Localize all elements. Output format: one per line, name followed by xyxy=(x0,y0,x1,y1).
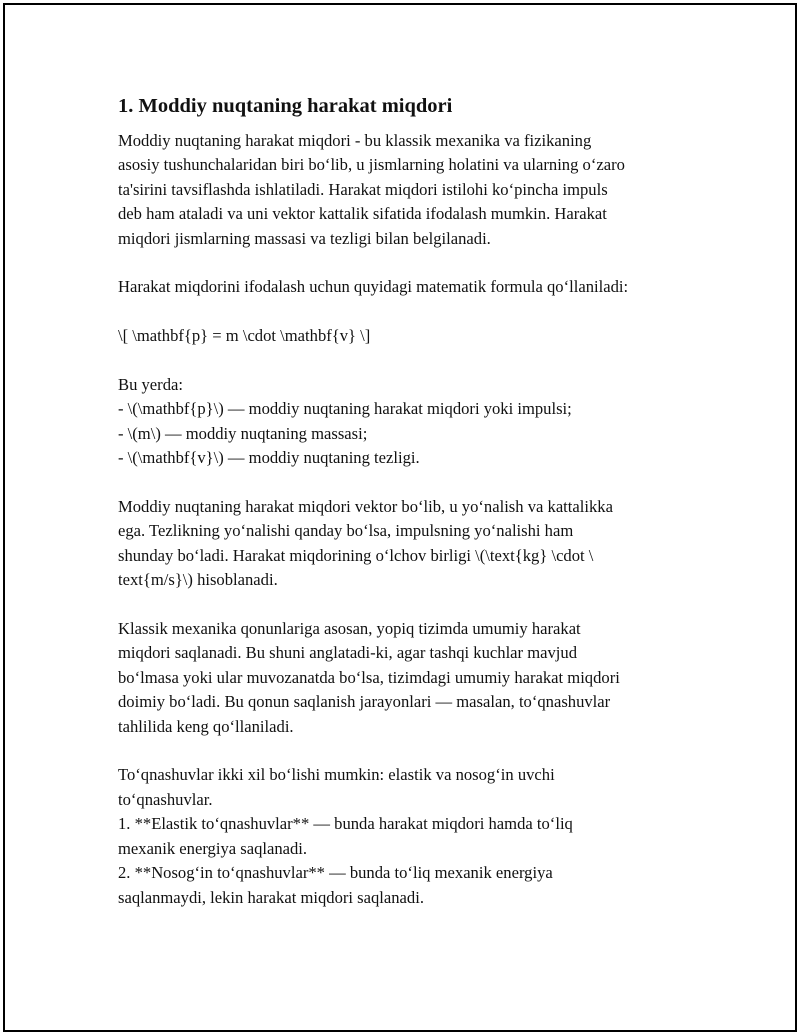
text-line: ega. Tezlikning yo‘nalishi qanday bo‘lsa, impulsning yo‘nalishi ham xyxy=(118,521,574,541)
text-line: deb ham ataladi va uni vektor kattalik sifatida ifodalash mumkin. Harakat xyxy=(118,204,607,224)
section-heading: 1. Moddiy nuqtaning harakat miqdori xyxy=(118,95,453,117)
list-item: - \(\mathbf{p}\) — moddiy nuqtaning harakat miqdori yoki impulsi; xyxy=(118,399,572,419)
document-body xyxy=(118,92,698,934)
text-line: bo‘lmasa yoki ular muvozanatda bo‘lsa, tizimdagi umumiy harakat miqdori xyxy=(118,667,620,687)
list-item: 2. **Nosog‘in to‘qnashuvlar** — bunda to‘liq mexanik energiya xyxy=(118,863,553,883)
text-line: To‘qnashuvlar ikki xil bo‘lishi mumkin: elastik va nosog‘in uvchi xyxy=(118,765,555,785)
list-item: 1. **Elastik to‘qnashuvlar** — bunda harakat miqdori hamda to‘liq xyxy=(118,814,573,834)
text-line: tahlilida keng qo‘llaniladi. xyxy=(118,716,294,736)
paragraph-intro xyxy=(118,129,698,251)
text-line: Moddiy nuqtaning harakat miqdori - bu klassik mexanika va fizikaning xyxy=(118,131,592,150)
paragraph-conservation xyxy=(118,617,698,739)
formula-line xyxy=(118,324,698,348)
text-line: Moddiy nuqtaning harakat miqdori vektor bo‘lib, u yo‘nalish va kattalikka xyxy=(118,497,613,517)
text-line: doimiy bo‘ladi. Bu qonun saqlanish jarayonlari — masalan, to‘qnashuvlar xyxy=(118,692,611,712)
paragraph-formula-intro xyxy=(118,275,698,299)
text-line: mexanik energiya saqlanadi. xyxy=(118,838,308,858)
paragraph-definitions xyxy=(118,373,698,471)
text-line: text{m/s}\) hisoblanadi. xyxy=(118,570,278,590)
paragraph-collisions xyxy=(118,763,698,909)
paragraph-vector xyxy=(118,495,698,593)
text-line: shunday bo‘ladi. Harakat miqdorining o‘lchov birligi \(\text{kg} \cdot \ xyxy=(118,545,594,565)
text-line: asosiy tushunchalaridan biri bo‘lib, u jismlarning holatini va ularning o‘zaro xyxy=(118,155,625,175)
text-line: Bu yerda: xyxy=(118,375,183,395)
text-line: Harakat miqdorini ifodalash uchun quyidagi matematik formula qo‘llaniladi: xyxy=(118,277,629,297)
text-line: ta'sirini tavsiflashda ishlatiladi. Harakat miqdori istilohi ko‘pincha impuls xyxy=(118,179,608,199)
text-line: miqdori saqlanadi. Bu shuni anglatadi-ki, agar tashqi kuchlar mavjud xyxy=(118,643,577,663)
text-line: to‘qnashuvlar. xyxy=(118,789,213,809)
text-line: miqdori jismlarning massasi va tezligi bilan belgilanadi. xyxy=(118,228,491,248)
text-line: saqlanmaydi, lekin harakat miqdori saqlanadi. xyxy=(118,887,424,907)
list-item: - \(\mathbf{v}\) — moddiy nuqtaning tezligi. xyxy=(118,448,420,468)
text-line: Klassik mexanika qonunlariga asosan, yopiq tizimda umumiy harakat xyxy=(118,619,581,639)
text-line: \[ \mathbf{p} = m \cdot \mathbf{v} \] xyxy=(118,326,371,346)
list-item: - \(m\) — moddiy nuqtaning massasi; xyxy=(118,423,368,443)
